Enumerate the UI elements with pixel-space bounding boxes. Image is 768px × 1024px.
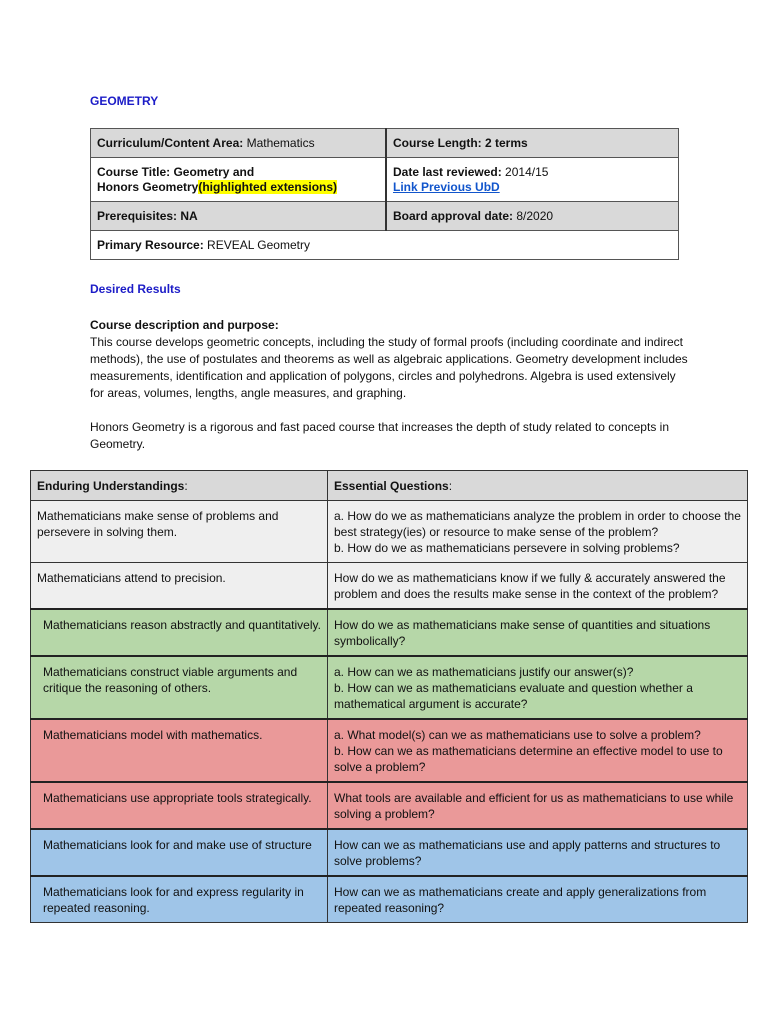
board-approval-value: 8/2020 <box>513 209 554 223</box>
date-reviewed-value: 2014/15 <box>501 165 549 179</box>
understanding-cell: Mathematicians reason abstractly and quantitatively. <box>31 609 328 656</box>
question-text: b. How can we as mathematicians determine an effective model to use to solve a problem? <box>334 744 723 774</box>
header-left-colon: : <box>184 479 188 493</box>
table-row <box>31 656 748 719</box>
prerequisites-cell <box>91 202 387 231</box>
date-reviewed-cell <box>386 158 679 202</box>
course-title-line1: Course Title: Geometry and <box>97 165 255 179</box>
question-text: What tools are available and efficient for us as mathematicians to use while solving a problem? <box>334 791 734 821</box>
understanding-cell: Mathematicians look for and express regularity in repeated reasoning. <box>31 876 328 923</box>
info-row <box>91 231 679 260</box>
question-text: b. How do we as mathematicians persevere in solving problems? <box>334 541 680 555</box>
table-row <box>31 829 748 876</box>
primary-resource-value: REVEAL Geometry <box>203 238 310 252</box>
description-title: Course description and purpose: <box>90 318 279 332</box>
question-cell <box>328 782 748 829</box>
question-cell <box>328 609 748 656</box>
info-row <box>91 129 679 158</box>
question-cell <box>328 876 748 923</box>
section-heading-desired-results: Desired Results <box>90 282 181 296</box>
question-cell <box>328 719 748 782</box>
question-cell <box>328 829 748 876</box>
question-text: a. What model(s) can we as mathematicians use to solve a problem? <box>334 728 701 742</box>
table-row <box>31 501 748 563</box>
date-reviewed-label: Date last reviewed: <box>393 165 502 179</box>
understandings-table <box>30 470 748 923</box>
question-text: b. How can we as mathematicians evaluate and question whether a mathematical argument is accurate? <box>334 681 693 711</box>
curriculum-value: Mathematics <box>243 136 315 150</box>
honors-paragraph: Honors Geometry is a rigorous and fast paced course that increases the depth of study related to concepts in Geometry. <box>90 420 669 451</box>
question-cell <box>328 501 748 563</box>
header-enduring-understandings <box>31 471 328 501</box>
question-text: How do we as mathematicians know if we fully & accurately answered the problem and does the results make sense in the context of the problem? <box>334 571 726 601</box>
curriculum-cell <box>91 129 387 158</box>
understanding-cell: Mathematicians attend to precision. <box>31 563 328 610</box>
table-row <box>31 719 748 782</box>
course-length-cell <box>386 129 679 158</box>
understanding-cell: Mathematicians make sense of problems and persevere in solving them. <box>31 501 328 563</box>
table-row <box>31 876 748 923</box>
understanding-cell: Mathematicians model with mathematics. <box>31 719 328 782</box>
table-row <box>31 609 748 656</box>
question-text: How do we as mathematicians make sense of quantities and situations symbolically? <box>334 618 711 648</box>
primary-resource-label: Primary Resource: <box>97 238 204 252</box>
header-left-label: Enduring Understandings <box>37 479 185 493</box>
link-previous-ubd[interactable]: Link Previous UbD <box>393 180 500 194</box>
page-title: GEOMETRY <box>90 94 159 108</box>
board-approval-label: Board approval date: <box>393 209 514 223</box>
table-row <box>31 782 748 829</box>
question-text: a. How do we as mathematicians analyze the problem in order to choose the best strategy(ies) or resource to make sense of the problem? <box>334 509 741 539</box>
description-paragraph: This course develops geometric concepts, including the study of formal proofs (including coordinate and indirect methods), the use of postulates and theorems as well as algebraic applications. Geometry development includes measurements, identification and application of polygons, circles and polyhedrons. Algebra is used extensively for areas, volumes, lengths, angle measures, and graphing. <box>90 335 688 400</box>
question-text: How can we as mathematicians use and apply patterns and structures to solve problems? <box>334 838 721 868</box>
understanding-cell: Mathematicians look for and make use of structure <box>31 829 328 876</box>
question-cell <box>328 563 748 610</box>
header-essential-questions <box>328 471 748 501</box>
info-row <box>91 202 679 231</box>
primary-resource-cell <box>91 231 679 260</box>
understanding-cell: Mathematicians use appropriate tools strategically. <box>31 782 328 829</box>
course-title-highlight: (highlighted extensions) <box>198 180 338 194</box>
table-header-row <box>31 471 748 501</box>
course-title-cell <box>91 158 387 202</box>
question-cell <box>328 656 748 719</box>
header-right-colon: : <box>448 479 453 493</box>
board-approval-cell <box>386 202 679 231</box>
course-description <box>90 317 690 453</box>
prerequisites: Prerequisites: NA <box>97 209 198 223</box>
info-row <box>91 158 679 202</box>
course-title-line2: Honors Geometry <box>97 180 199 194</box>
course-info-table <box>90 128 679 260</box>
question-text: How can we as mathematicians create and apply generalizations from repeated reasoning? <box>334 885 707 915</box>
understanding-cell: Mathematicians construct viable arguments and critique the reasoning of others. <box>31 656 328 719</box>
curriculum-label: Curriculum/Content Area: <box>97 136 244 150</box>
table-row <box>31 563 748 610</box>
question-text: a. How can we as mathematicians justify our answer(s)? <box>334 665 634 679</box>
course-length: Course Length: 2 terms <box>393 136 528 150</box>
header-right-label: Essential Questions <box>334 479 449 493</box>
